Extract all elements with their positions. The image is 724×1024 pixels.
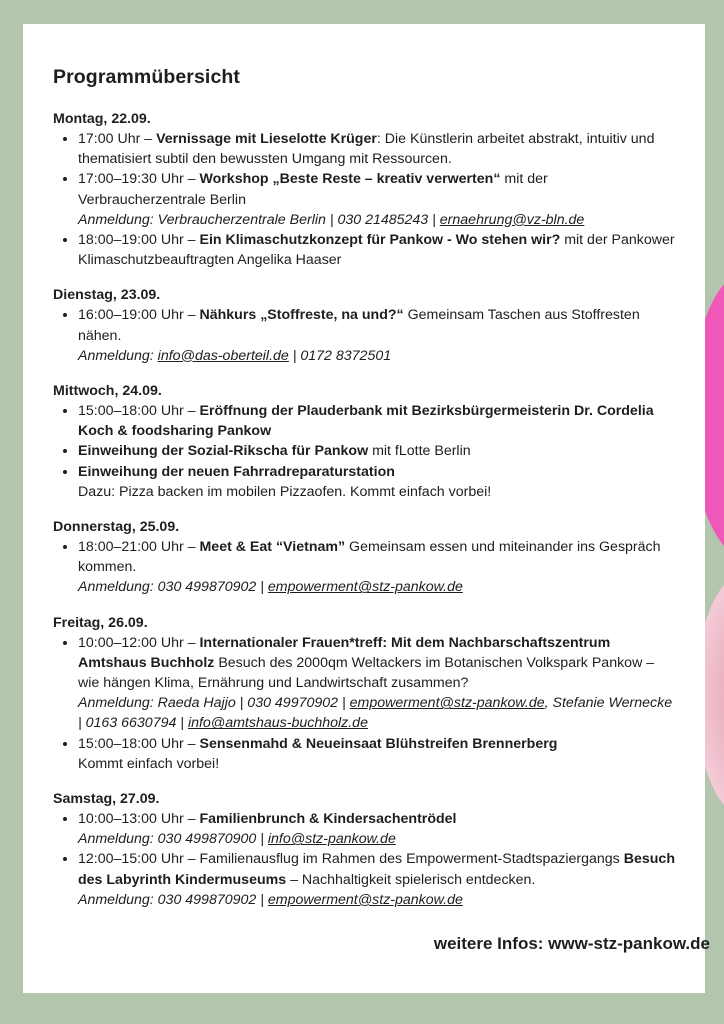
event-list <box>53 633 679 754</box>
event-title: Sensenmahd & Neueinsaat Blühstreifen Brennerberg <box>199 735 558 752</box>
event-time: 15:00–18:00 Uhr – <box>78 403 200 420</box>
event-time: 10:00–13:00 Uhr – <box>78 811 200 828</box>
event-description: Gemeinsam Taschen aus Stoffresten nähen. <box>78 307 640 344</box>
event-list <box>53 305 679 366</box>
event-title: Besuch des Labyrinth Kindermuseums <box>78 851 675 888</box>
program-sheet <box>23 24 705 993</box>
day-section <box>53 789 679 910</box>
event-extra-note: Kommt einfach vorbei! <box>78 755 220 772</box>
event-time: 12:00–15:00 Uhr – Familienausflug im Rahmen des Empowerment-Stadtspaziergangs <box>78 851 624 868</box>
email-link[interactable]: empowerment@stz-pankow.de <box>267 891 463 908</box>
registration-text: Anmeldung: Verbraucherzentrale Berlin | 030 21485243 | <box>78 211 440 228</box>
registration-note <box>78 693 679 733</box>
event-description: Gemeinsam essen und miteinander ins Gespräch kommen. <box>78 539 661 576</box>
event-item <box>78 169 679 230</box>
event-description: : Die Künstlerin arbeitet abstrakt, intuitiv und thematisiert subtil den bewussten Umgang mit Ressourcen. <box>78 131 655 168</box>
day-section <box>53 517 679 598</box>
registration-note <box>78 829 679 849</box>
event-title: Eröffnung der Plauderbank mit Bezirksbürgermeisterin Dr. Cordelia Koch & foodsharing Pankow <box>78 403 654 440</box>
day-title: Dienstag, 23.09. <box>53 287 161 304</box>
registration-text: | 0172 8372501 <box>288 347 392 364</box>
day-section <box>53 109 679 270</box>
email-link[interactable]: empowerment@stz-pankow.de <box>349 695 545 712</box>
event-item <box>78 537 679 598</box>
event-title: Einweihung der Sozial-Rikscha für Pankow <box>78 443 369 460</box>
event-time: 17:00 Uhr – <box>78 131 157 147</box>
event-title: Workshop „Beste Reste – kreativ verwerten“ <box>199 171 501 188</box>
email-link[interactable]: empowerment@stz-pankow.de <box>267 579 463 596</box>
email-link[interactable]: info@stz-pankow.de <box>267 831 396 848</box>
event-list <box>53 809 679 910</box>
registration-text: Anmeldung: 030 499870902 | <box>78 891 268 908</box>
email-link[interactable]: ernaehrung@vz-bln.de <box>439 211 585 228</box>
registration-note <box>78 577 679 597</box>
event-time: 10:00–12:00 Uhr – <box>78 634 200 651</box>
registration-note <box>78 210 679 230</box>
registration-note <box>78 346 679 366</box>
registration-text: Anmeldung: 030 499870902 | <box>78 579 268 596</box>
days-list <box>53 109 679 910</box>
event-description: mit fLotte Berlin <box>368 443 471 460</box>
email-link[interactable]: info@das-oberteil.de <box>157 347 289 364</box>
event-title: Familienbrunch & Kindersachentrödel <box>199 811 457 828</box>
event-title: Internationaler Frauen*treff: Mit dem Nachbarschaftszentrum Amtshaus Buchholz <box>78 634 611 671</box>
day-title: Montag, 22.09. <box>53 111 151 127</box>
event-time: 18:00–21:00 Uhr – <box>78 539 200 556</box>
event-description: Besuch des 2000qm Weltackers im Botanischen Volkspark Pankow – wie hängen Klima, Ernährung und Landwirtschaft zusammen? <box>78 654 655 692</box>
event-list <box>53 537 679 598</box>
event-item <box>78 441 679 461</box>
event-list <box>53 129 679 270</box>
event-item <box>78 849 679 910</box>
registration-text: Anmeldung: Raeda Hajjo | 030 49970902 | <box>78 695 350 712</box>
event-description: – Nachhaltigkeit spielerisch entdecken. <box>286 871 536 888</box>
event-item <box>78 305 679 366</box>
email-link[interactable]: info@amtshaus-buchholz.de <box>187 715 368 732</box>
event-item <box>78 809 679 849</box>
event-item <box>78 230 679 270</box>
event-item <box>78 462 679 482</box>
event-item <box>78 129 679 169</box>
event-time: 15:00–18:00 Uhr – <box>78 735 200 752</box>
day-section <box>53 381 679 502</box>
day-title: Samstag, 27.09. <box>53 791 160 808</box>
page-title: Programmübersicht <box>53 66 240 88</box>
registration-text: Anmeldung: 030 499870900 | <box>78 831 268 848</box>
event-item <box>78 734 679 754</box>
event-time: 17:00–19:30 Uhr – <box>78 171 200 188</box>
event-item <box>78 633 679 734</box>
event-description: mit der Pankower Klimaschutzbeauftragten Angelika Haaser <box>78 232 675 269</box>
registration-text: , Stefanie Wernecke | 0163 6630794 | <box>78 695 673 732</box>
registration-note <box>78 890 679 910</box>
event-item <box>78 401 679 441</box>
footer-info: weitere Infos: www-stz-pankow.de <box>433 934 710 953</box>
registration-text: Anmeldung: <box>78 347 158 364</box>
event-time: 16:00–19:00 Uhr – <box>78 307 200 324</box>
day-section <box>53 285 679 366</box>
day-section <box>53 613 679 774</box>
day-title: Freitag, 26.09. <box>53 614 148 631</box>
day-title: Donnerstag, 25.09. <box>53 519 180 536</box>
event-list <box>53 401 679 482</box>
event-time: 18:00–19:00 Uhr – <box>78 232 200 249</box>
event-description: mit der Verbraucherzentrale Berlin <box>78 171 548 208</box>
event-title: Meet & Eat “Vietnam” <box>199 539 346 556</box>
day-title: Mittwoch, 24.09. <box>53 383 162 400</box>
event-title: Ein Klimaschutzkonzept für Pankow - Wo stehen wir? <box>199 232 561 249</box>
event-title: Nähkurs „Stoffreste, na und?“ <box>199 307 404 324</box>
event-extra-note: Dazu: Pizza backen im mobilen Pizzaofen. Kommt einfach vorbei! <box>78 483 492 500</box>
event-title: Einweihung der neuen Fahrradreparaturstation <box>78 463 395 480</box>
event-title: Vernissage mit Lieselotte Krüger <box>156 131 377 147</box>
